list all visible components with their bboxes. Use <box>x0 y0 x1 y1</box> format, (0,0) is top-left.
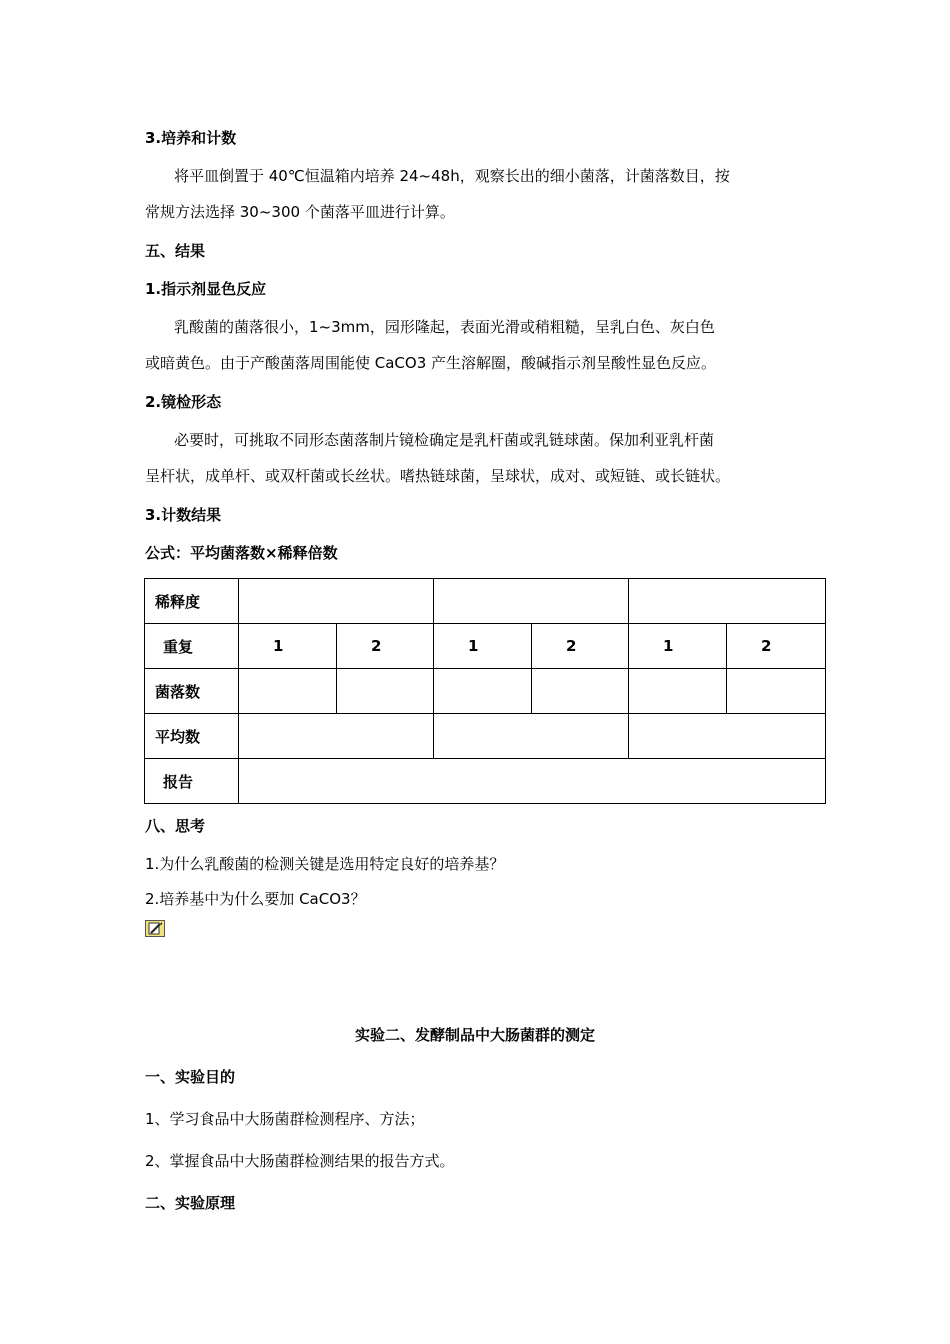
table-cell-repeat: 2 <box>532 624 629 669</box>
paragraph-colony-line-2: 或暗黄色。由于产酸菌落周围能使 CaCO3 产生溶解圈，酸碱指示剂呈酸性显色反应。 <box>145 354 717 372</box>
subheading-count-results: 3.计数结果 <box>145 506 222 524</box>
table-header-repeat: 重复 <box>145 624 239 669</box>
section-heading-culture-count: 3.培养和计数 <box>145 129 237 147</box>
table-row-colony-count <box>145 669 826 714</box>
count-results-table <box>144 578 826 804</box>
table-cell-count <box>337 669 434 714</box>
section-heading-principle: 二、实验原理 <box>145 1194 236 1212</box>
table-cell-average <box>434 714 629 759</box>
paragraph-culture-line-1: 将平皿倒置于 40℃恒温箱内培养 24~48h，观察长出的细小菌落，计菌落数目，按 <box>174 167 730 185</box>
purpose-item-1: 1、学习食品中大肠菌群检测程序、方法； <box>145 1110 425 1128</box>
table-header-colony-count: 菌落数 <box>145 669 239 714</box>
formula-text: 公式：平均菌落数×稀释倍数 <box>145 544 338 562</box>
table-cell-dilution-2 <box>434 579 629 624</box>
table-cell-average <box>239 714 434 759</box>
table-cell-repeat: 2 <box>727 624 826 669</box>
table-cell-repeat: 1 <box>434 624 532 669</box>
table-row-average <box>145 714 826 759</box>
purpose-item-2: 2、掌握食品中大肠菌群检测结果的报告方式。 <box>145 1152 455 1170</box>
table-cell-count <box>727 669 826 714</box>
table-header-report: 报告 <box>145 759 239 804</box>
table-cell-count <box>532 669 629 714</box>
table-header-average: 平均数 <box>145 714 239 759</box>
table-header-dilution: 稀释度 <box>145 579 239 624</box>
section-heading-thinking: 八、思考 <box>145 817 206 835</box>
question-1: 1.为什么乳酸菌的检测关键是选用特定良好的培养基？ <box>145 855 505 873</box>
table-cell-repeat: 1 <box>629 624 727 669</box>
paragraph-microscopy-line-1: 必要时，可挑取不同形态菌落制片镜检确定是乳杆菌或乳链球菌。保加利亚乳杆菌 <box>174 431 715 449</box>
table-cell-dilution-3 <box>629 579 826 624</box>
section-heading-purpose: 一、实验目的 <box>145 1068 236 1086</box>
table-cell-repeat: 1 <box>239 624 337 669</box>
subheading-indicator-reaction: 1.指示剂显色反应 <box>145 280 267 298</box>
table-cell-count <box>629 669 727 714</box>
paragraph-culture-line-2: 常规方法选择 30~300 个菌落平皿进行计算。 <box>145 203 455 221</box>
question-2: 2.培养基中为什么要加 CaCO3？ <box>145 890 366 908</box>
paragraph-colony-line-1: 乳酸菌的菌落很小，1~3mm，园形隆起，表面光滑或稍粗糙，呈乳白色、灰白色 <box>174 318 715 336</box>
table-cell-dilution-1 <box>239 579 434 624</box>
paragraph-microscopy-line-2: 呈杆状，成单杆、或双杆菌或长丝状。嗜热链球菌，呈球状，成对、或短链、或长链状。 <box>145 467 731 485</box>
subheading-microscopy: 2.镜检形态 <box>145 393 222 411</box>
section-heading-results: 五、结果 <box>145 242 206 260</box>
table-cell-count <box>434 669 532 714</box>
table-row-dilution <box>145 579 826 624</box>
experiment-2-title: 实验二、发酵制品中大肠菌群的测定 <box>354 1026 595 1044</box>
table-cell-report <box>239 759 826 804</box>
table-row-repeat <box>145 624 826 669</box>
table-cell-repeat: 2 <box>337 624 434 669</box>
table-cell-count <box>239 669 337 714</box>
pencil-note-icon[interactable] <box>145 920 165 937</box>
table-cell-average <box>629 714 826 759</box>
table-row-report <box>145 759 826 804</box>
